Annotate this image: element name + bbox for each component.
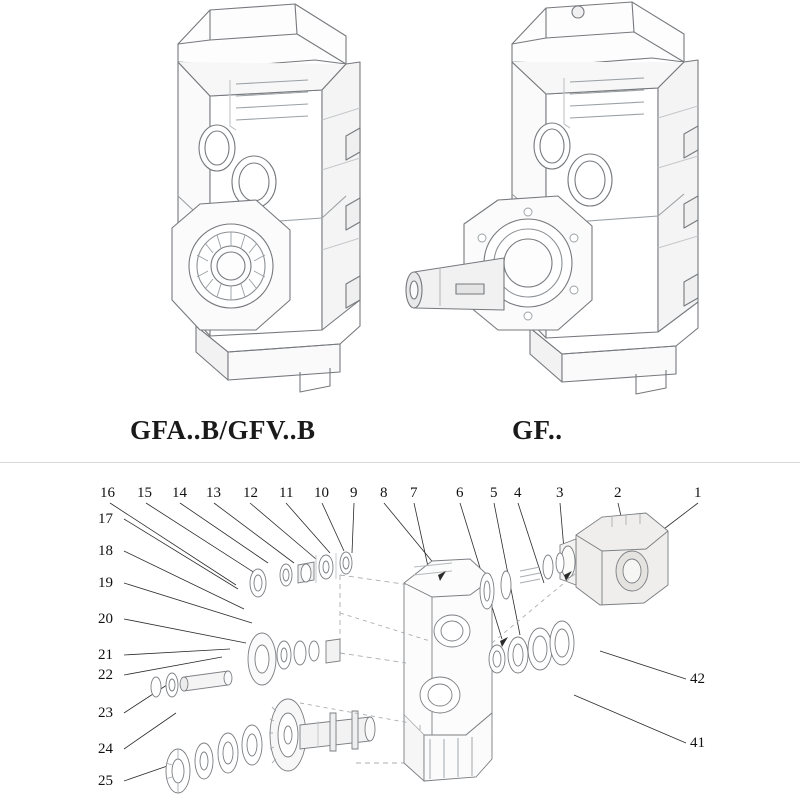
exploded-drawing [0, 463, 800, 800]
callout-22: 22 [98, 667, 113, 683]
callout-1: 1 [694, 485, 702, 501]
callout-19: 19 [98, 575, 113, 591]
callout-10: 10 [314, 485, 329, 501]
gearbox-right-drawing [400, 0, 770, 410]
callout-12: 12 [243, 485, 258, 501]
callout-20: 20 [98, 611, 113, 627]
callout-21: 21 [98, 647, 113, 663]
caption-gearbox-right: GF.. [512, 415, 563, 445]
callout-13: 13 [206, 485, 221, 501]
callout-9: 9 [350, 485, 358, 501]
callout-7: 7 [410, 485, 418, 501]
caption-gearbox-left: GFA..B/GFV..B [130, 415, 316, 445]
callout-3: 3 [556, 485, 564, 501]
callout-8: 8 [380, 485, 388, 501]
callout-18: 18 [98, 543, 113, 559]
callout-17: 17 [98, 511, 113, 527]
callout-2: 2 [614, 485, 622, 501]
gearbox-left-drawing [60, 0, 420, 410]
callout-16: 16 [100, 485, 115, 501]
callout-24: 24 [98, 741, 113, 757]
callout-25: 25 [98, 773, 113, 789]
callout-6: 6 [456, 485, 464, 501]
callout-23: 23 [98, 705, 113, 721]
exploded-parts-diagram [0, 463, 800, 800]
callout-41: 41 [690, 735, 705, 751]
callout-5: 5 [490, 485, 498, 501]
callout-42: 42 [690, 671, 705, 687]
callout-4: 4 [514, 485, 522, 501]
callout-14: 14 [172, 485, 187, 501]
callout-15: 15 [137, 485, 152, 501]
callout-11: 11 [279, 485, 294, 501]
